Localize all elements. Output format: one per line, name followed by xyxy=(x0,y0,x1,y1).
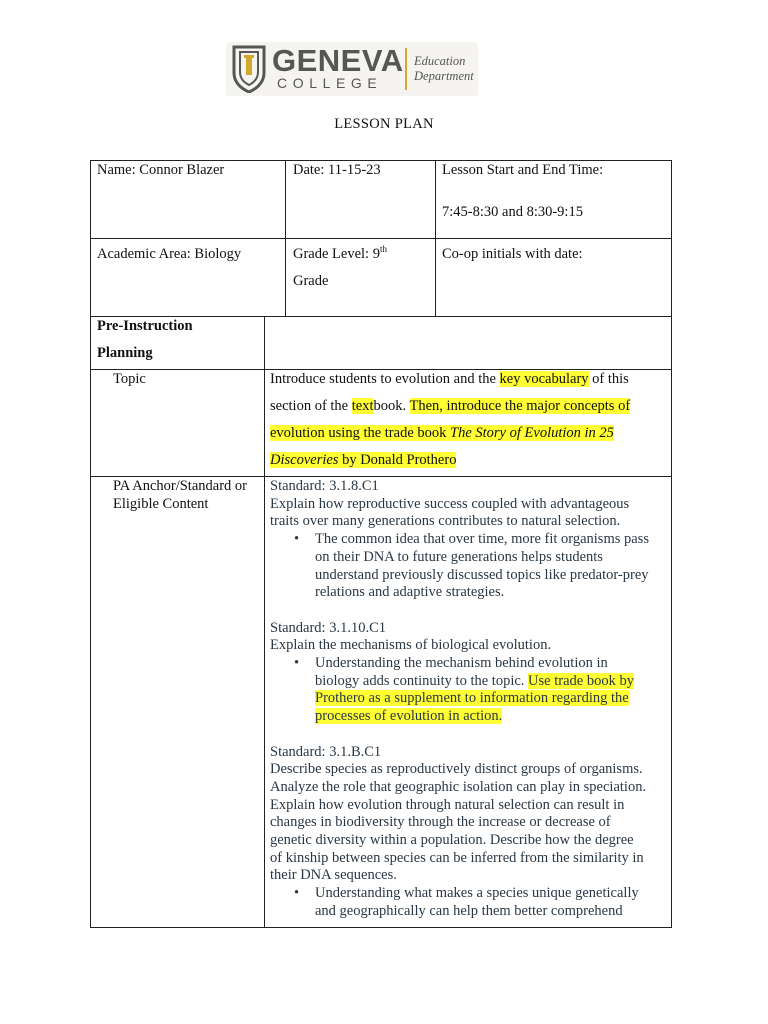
standard-description: Explain the mechanisms of biological evolution. xyxy=(270,637,552,654)
bullet-list xyxy=(270,531,668,602)
lesson-time-label: Lesson Start and End Time: xyxy=(442,162,604,178)
topic-label: Topic xyxy=(113,371,146,387)
standards-content xyxy=(270,478,668,921)
standard-description: their DNA sequences. xyxy=(270,867,397,884)
academic-area-cell: Academic Area: Biology xyxy=(97,246,242,262)
date-cell: Date: 11-15-23 xyxy=(293,162,381,178)
lesson-time-value: 7:45-8:30 and 8:30-9:15 xyxy=(442,204,583,220)
list-item: • Understanding the mechanism behind evolution in biology adds continuity to the topic. Use trade book by Prothero as a supplement to information regarding the processes of evolution in action. xyxy=(294,655,634,725)
logo-wordmark: GENEVA xyxy=(272,43,404,78)
standard-description: Explain how evolution through natural selection can result in xyxy=(270,796,625,813)
standard-code: Standard: 3.1.10.C1 xyxy=(270,619,386,636)
grade-level-cell: Grade Level: 9th Grade xyxy=(293,244,387,289)
name-cell: Name: Connor Blazer xyxy=(97,162,225,178)
document-title: LESSON PLAN xyxy=(334,116,434,132)
topic-content: Introduce students to evolution and the key vocabulary of this section of the textbook. Then, introduce the major concepts of evolution using the trade book The Story of Evolution in 25 Discoveries by Donald Prothero xyxy=(270,371,631,468)
list-item: • The common idea that over time, more fit organisms pass on their DNA to future generations helps students understand previously discussed topics like predator-prey relations and adaptive strategies. xyxy=(294,531,649,601)
college-logo xyxy=(226,42,478,96)
standard-code: Standard: 3.1.8.C1 xyxy=(270,478,379,494)
shield-crest-icon xyxy=(231,45,267,93)
standard-description: changes in biodiversity through the increase or decrease of xyxy=(270,814,611,831)
standard-description: of kinship between species can be inferred from the similarity in xyxy=(270,849,644,866)
coop-initials-cell: Co-op initials with date: xyxy=(442,246,583,262)
bullet-icon: • xyxy=(294,655,300,672)
logo-subtitle: COLLEGE xyxy=(277,75,383,91)
standard-description: traits over many generations contributes to natural selection. xyxy=(270,513,621,530)
bullet-icon: • xyxy=(294,531,300,548)
standard-description: Explain how reproductive success coupled with advantageous xyxy=(270,495,630,512)
standard-description: genetic diversity within a population. Describe how the degree xyxy=(270,832,634,849)
standard-code: Standard: 3.1.B.C1 xyxy=(270,743,382,760)
pa-anchor-label: PA Anchor/Standard or Eligible Content xyxy=(113,478,247,512)
bullet-icon: • xyxy=(294,885,300,902)
standard-description: Describe species as reproductively distinct groups of organisms. xyxy=(270,761,643,778)
bullet-list xyxy=(270,655,668,726)
bullet-list xyxy=(270,885,668,920)
logo-department: Education Department xyxy=(414,54,474,83)
pre-instruction-heading: Pre-Instruction Planning xyxy=(97,318,193,361)
list-item: • Understanding what makes a species unique genetically and geographically can help them better comprehend xyxy=(294,885,639,919)
standard-description: Analyze the role that geographic isolation can play in speciation. xyxy=(270,778,647,795)
logo-divider xyxy=(405,48,407,90)
